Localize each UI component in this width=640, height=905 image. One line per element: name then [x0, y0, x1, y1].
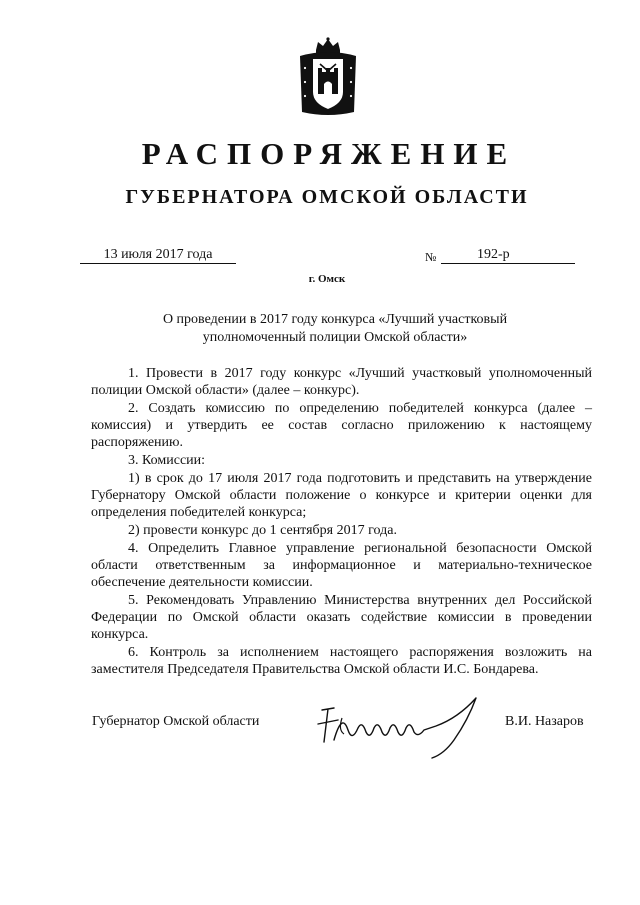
document-number: 192-р — [441, 246, 575, 264]
signer-name: В.И. Назаров — [505, 714, 584, 729]
document-title: РАСПОРЯЖЕНИЕ — [141, 136, 517, 171]
heading-line: О проведении в 2017 году конкурса «Лучший участковый — [162, 312, 508, 327]
heading-line: уполномоченный полиции Омской области» — [202, 330, 468, 345]
signer-position: Губернатор Омской области — [92, 714, 260, 729]
document-city: г. Омск — [308, 273, 346, 285]
paragraph: 3. Комиссии: — [128, 453, 206, 468]
document-body — [91, 365, 592, 679]
coat-of-arms-icon — [296, 36, 360, 118]
paragraph: 5. Рекомендовать Управлению Министерства внутренних дел Российской Федерации по Омской области оказать содействие комиссии в проведении конкурса. — [91, 593, 592, 642]
signature-icon — [308, 690, 498, 760]
document-date: 13 июля 2017 года — [80, 246, 236, 264]
number-sign: № — [425, 250, 437, 264]
paragraph: 1) в срок до 17 июля 2017 года подготовить и представить на утверждение Губернатору Омской области положение о конкурсе и критерии оценки для определения победителей конкурса; — [91, 471, 592, 520]
paragraph: 2) провести конкурс до 1 сентября 2017 года. — [128, 523, 397, 538]
paragraph: 1. Провести в 2017 году конкурс «Лучший участковый уполномоченный полиции Омской области» (далее – конкурс). — [91, 366, 592, 398]
paragraph: 6. Контроль за исполнением настоящего распоряжения возложить на заместителя Председателя Правительства Омской области И.С. Бондарева. — [91, 645, 592, 677]
document-subtitle: ГУБЕРНАТОРА ОМСКОЙ ОБЛАСТИ — [125, 186, 529, 208]
paragraph: 4. Определить Главное управление региональной безопасности Омской области ответственным за информационное и материально-техническое обеспечение деятельности комиссии. — [91, 541, 592, 590]
document-heading — [120, 311, 550, 347]
paragraph: 2. Создать комиссию по определению победителей конкурса (далее – комиссия) и утвердить ее состав согласно приложению к настоящему распоряжению. — [91, 401, 592, 450]
